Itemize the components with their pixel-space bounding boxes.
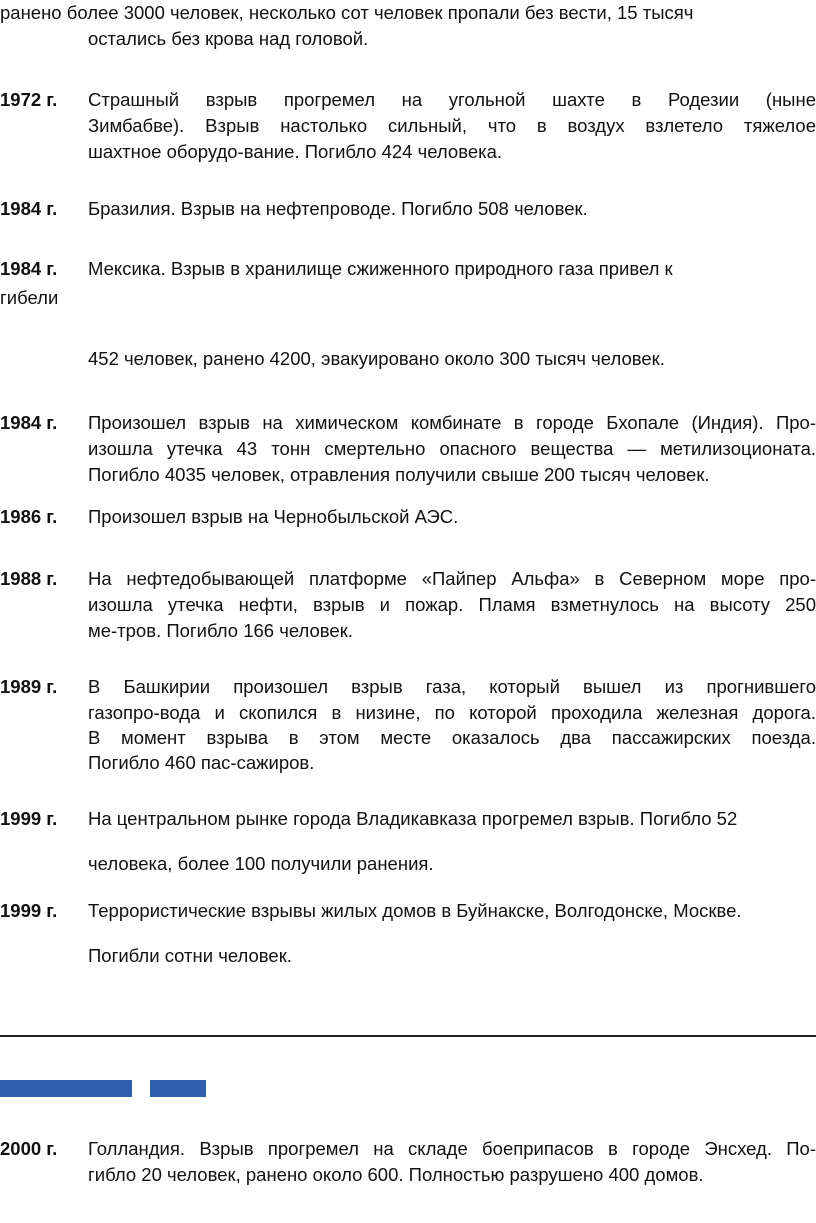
entry-10-line-2: гибло 20 человек, ранено около 600. Полностью разрушено 400 домов.: [88, 1164, 704, 1185]
entry-5-year: 1986 г.: [0, 506, 58, 527]
entry-2-line-1: Бразилия. Взрыв на нефтепроводе. Погибло 508 человек.: [88, 198, 588, 219]
entry-4-year: 1984 г.: [0, 412, 58, 433]
entry-10-year: 2000 г.: [0, 1138, 58, 1159]
entry-3-line-2: гибели: [0, 287, 59, 308]
entry-7-line-3: В момент взрыва в этом месте оказалось два пассажирских поезда.: [88, 727, 816, 748]
entry-10-line-1: Голландия. Взрыв прогремел на складе боеприпасов в городе Энсхед. По-: [88, 1138, 816, 1159]
entry-4-line-3: Погибло 4035 человек, отравления получили свыше 200 тысяч человек.: [88, 464, 710, 485]
entry-1-line-2: Зимбабве). Взрыв настолько сильный, что в воздух взлетело тяжелое: [88, 115, 816, 136]
entry-6-line-3: ме-тров. Погибло 166 человек.: [88, 620, 353, 641]
entry-1-line-3: шахтное оборудо-вание. Погибло 424 человека.: [88, 141, 503, 162]
entry-7-year: 1989 г.: [0, 676, 58, 697]
entry-3-line-1: Мексика. Взрыв в хранилище сжиженного природного газа привел к: [88, 258, 673, 279]
entry-3-line-3: 452 человек, ранено 4200, эвакуировано около 300 тысяч человек.: [88, 348, 665, 369]
entry-0-line-1: ранено более 3000 человек, несколько сот человек пропали без вести, 15 тысяч: [0, 2, 694, 23]
entry-9-year: 1999 г.: [0, 900, 58, 921]
entry-6-line-2: изошла утечка нефти, взрыв и пожар. Пламя взметнулось на высоту 250: [88, 594, 816, 615]
entry-6-year: 1988 г.: [0, 568, 58, 589]
accent-bar-long: [0, 1080, 132, 1097]
entry-7-line-2: газопро-вода и скопился в низине, по которой проходила железная дорога.: [88, 702, 816, 723]
accent-bar-short: [150, 1080, 206, 1097]
entry-4-line-2: изошла утечка 43 тонн смертельно опасного вещества — метилизоционата.: [88, 438, 816, 459]
entry-5-line-1: Произошел взрыв на Чернобыльской АЭС.: [88, 506, 459, 527]
horizontal-divider: [0, 1035, 816, 1037]
entry-8-line-2: человека, более 100 получили ранения.: [88, 853, 434, 874]
entry-2-year: 1984 г.: [0, 198, 58, 219]
entry-7-line-1: В Башкирии произошел взрыв газа, который вышел из прогнившего: [88, 676, 816, 697]
entry-1-line-1: Страшный взрыв прогремел на угольной шахте в Родезии (ныне: [88, 89, 816, 110]
entry-4-line-1: Произошел взрыв на химическом комбинате в городе Бхопале (Индия). Про-: [88, 412, 816, 433]
entry-9-line-2: Погибли сотни человек.: [88, 945, 292, 966]
entry-8-year: 1999 г.: [0, 808, 58, 829]
entry-1-year: 1972 г.: [0, 89, 58, 110]
entry-8-line-1: На центральном рынке города Владикавказа прогремел взрыв. Погибло 52: [88, 808, 738, 829]
entry-3-year: 1984 г.: [0, 258, 58, 279]
entry-9-line-1: Террористические взрывы жилых домов в Буйнакске, Волгодонске, Москве.: [88, 900, 742, 921]
entry-6-line-1: На нефтедобывающей платформе «Пайпер Альфа» в Северном море про-: [88, 568, 816, 589]
entry-7-line-4: Погибло 460 пас-сажиров.: [88, 752, 315, 773]
entry-0-line-2: остались без крова над головой.: [88, 28, 369, 49]
